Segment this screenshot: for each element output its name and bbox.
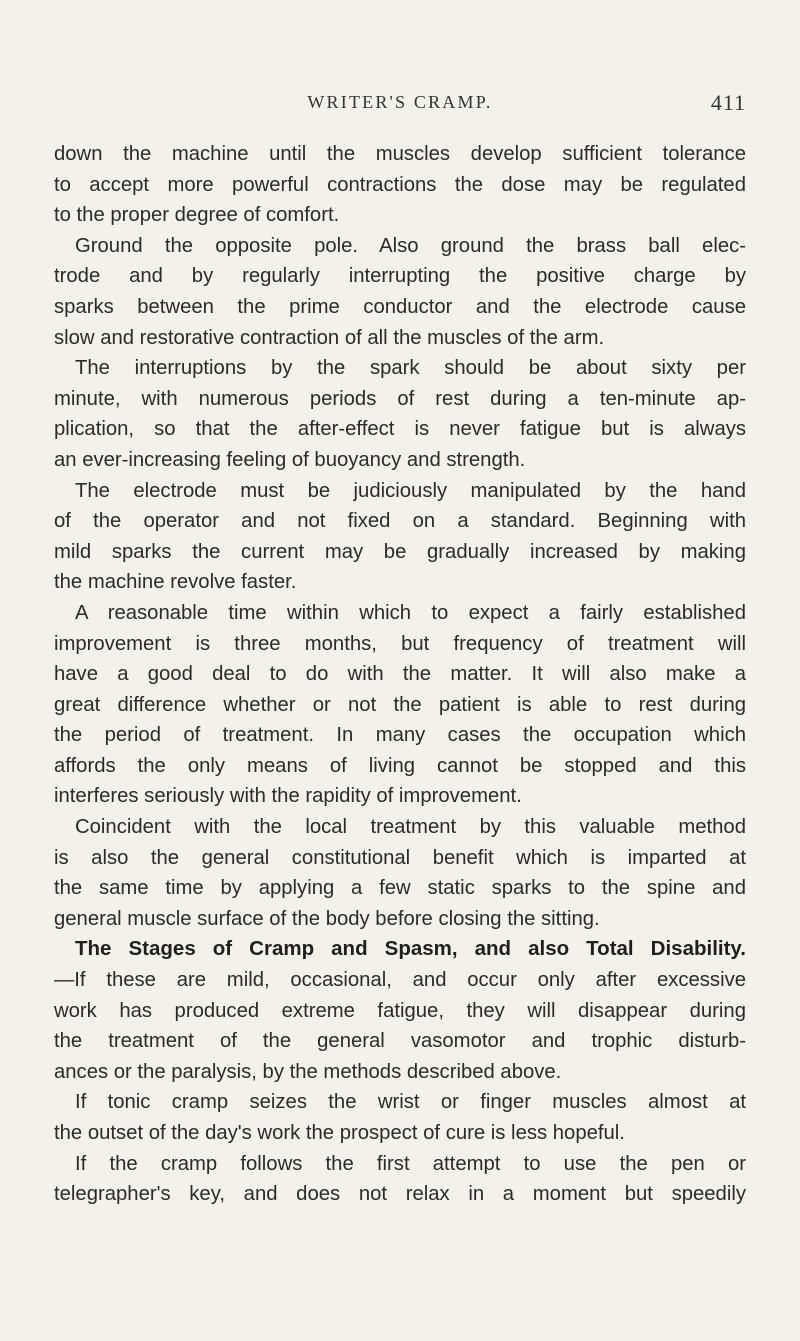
text-line: interferes seriously with the rapidity of improvement. — [54, 785, 522, 808]
page-number: 411 — [710, 90, 746, 115]
text-line: A reasonable time within which to expect a fairly established — [75, 601, 746, 624]
text-line: great difference whether or not the patient is able to rest during — [54, 693, 746, 716]
paragraphs-before-heading — [54, 139, 746, 934]
text-line: Coincident with the local treatment by this valuable method — [75, 816, 746, 839]
section-heading: The Stages of Cramp and Spasm, and also Total Disability. — [75, 937, 746, 961]
text-line: Ground the opposite pole. Also ground the brass ball elec- — [75, 234, 746, 257]
text-line: the period of treatment. In many cases the occupation which — [54, 724, 746, 747]
text-line: telegrapher's key, and does not relax in a moment but speedily — [54, 1183, 746, 1206]
text-line: trode and by regularly interrupting the positive charge by — [54, 265, 746, 288]
text-line: mild sparks the current may be gradually increased by making — [54, 540, 746, 563]
text-line: an ever-increasing feeling of buoyancy and strength. — [54, 448, 526, 471]
text-line: —If these are mild, occasional, and occur only after excessive — [54, 969, 746, 992]
text-line: The interruptions by the spark should be about sixty per — [75, 357, 746, 380]
text-line: general muscle surface of the body before closing the sitting. — [54, 907, 600, 930]
text-line: ances or the paralysis, by the methods described above. — [54, 1060, 562, 1083]
text-line: to the proper degree of comfort. — [54, 204, 340, 227]
text-line: of the operator and not fixed on a standard. Beginning with — [54, 510, 746, 533]
text-line: affords the only means of living cannot be stopped and this — [54, 754, 746, 777]
running-title: WRITER'S CRAMP. — [307, 92, 493, 112]
paragraphs-after-heading — [54, 965, 746, 1210]
text-line: If the cramp follows the first attempt to use the pen or — [75, 1152, 746, 1175]
text-line: If tonic cramp seizes the wrist or finger muscles almost at — [75, 1091, 746, 1114]
text-line: the outset of the day's work the prospect of cure is less hopeful. — [54, 1122, 625, 1144]
text-line: is also the general constitutional benefit which is imparted at — [54, 846, 746, 869]
text-line: plication, so that the after-effect is never fatigue but is always — [54, 418, 746, 441]
text-line: work has produced extreme fatigue, they will disappear during — [54, 999, 746, 1022]
section-heading-line — [54, 934, 746, 965]
text-line: have a good deal to do with the matter. It will also make a — [54, 663, 746, 686]
text-line: the treatment of the general vasomotor and trophic disturb- — [54, 1030, 746, 1053]
body-text — [54, 139, 746, 1210]
text-line: to accept more powerful contractions the dose may be regulated — [54, 173, 746, 196]
text-line: improvement is three months, but frequency of treatment will — [54, 632, 746, 655]
text-line: the machine revolve faster. — [54, 571, 297, 594]
running-head — [54, 88, 746, 118]
text-line: slow and restorative contraction of all the muscles of the arm. — [54, 326, 605, 349]
text-line: the same time by applying a few static sparks to the spine and — [54, 877, 746, 900]
text-line: minute, with numerous periods of rest during a ten-minute ap- — [54, 387, 746, 410]
text-line: down the machine until the muscles develop sufficient tolerance — [54, 143, 746, 165]
text-line: The electrode must be judiciously manipulated by the hand — [75, 479, 746, 502]
text-line: sparks between the prime conductor and the electrode cause — [54, 295, 746, 318]
